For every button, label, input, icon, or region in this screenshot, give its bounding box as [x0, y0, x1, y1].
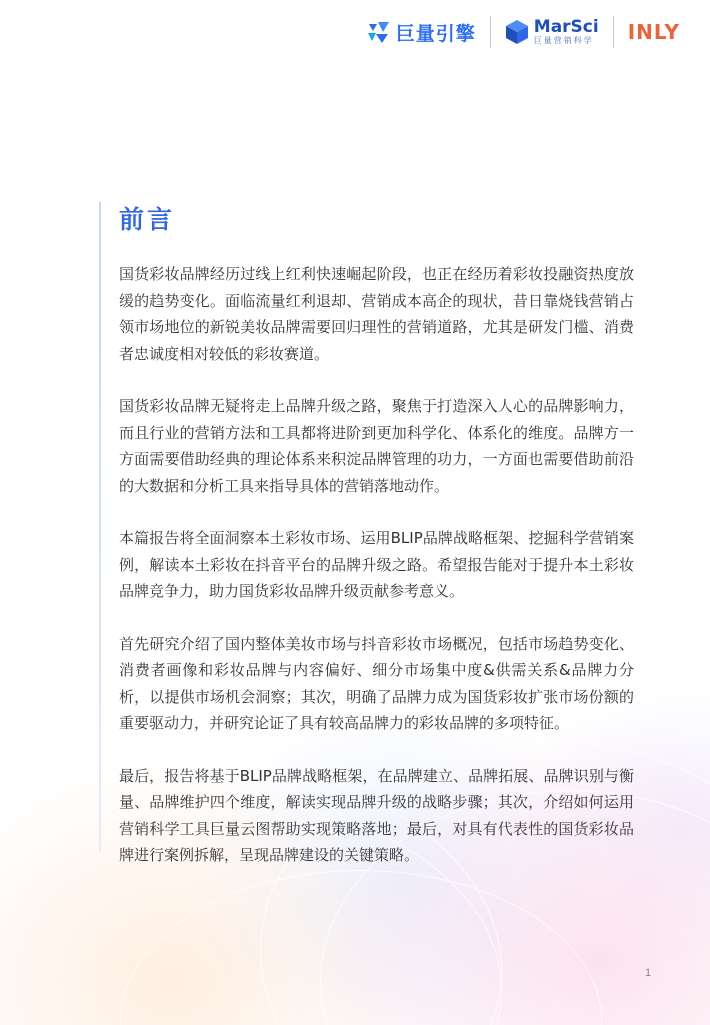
- marsci-logo-text: MarSci: [533, 17, 599, 37]
- header-logos: [366, 12, 680, 52]
- page-title: 前言: [119, 205, 176, 234]
- page-number: 1: [645, 967, 652, 979]
- inly-logo-text: INLY: [627, 20, 680, 44]
- juliang-engine-logo: [366, 19, 476, 46]
- paragraph: 本篇报告将全面洞察本土彩妆市场、运用BLIP品牌战略框架、挖掘科学营销案例，解读本土彩妆在抖音平台的品牌升级之路。希望报告能对于提升本土彩妆品牌竞争力，助力国货彩妆品牌升级贡献参考意义。: [119, 529, 634, 600]
- paragraph: 最后，报告将基于BLIP品牌战略框架，在品牌建立、品牌拓展、品牌识别与衡量、品牌维护四个维度，解读实现品牌升级的战略步骤；其次，介绍如何运用营销科学工具巨量云图帮助实现策略落地；最后，对具有代表性的国货彩妆品牌进行案例拆解，呈现品牌建设的关键策略。: [119, 766, 634, 864]
- marsci-cube-logo-icon: [505, 19, 529, 45]
- preface-body: [119, 261, 634, 895]
- paragraph: 国货彩妆品牌经历过线上红利快速崛起阶段，也正在经历着彩妆投融资热度放缓的趋势变化。面临流量红利退却、营销成本高企的现状，昔日靠烧钱营销占领市场地位的新锐美妆品牌需要回归理性的营销道路，尤其是研发门槛、消费者忠诚度相对较低的彩妆赛道。: [119, 265, 634, 363]
- juliang-engine-logo-text: 巨量引擎: [395, 22, 476, 45]
- paragraph: 首先研究介绍了国内整体美妆市场与抖音彩妆市场概况，包括市场趋势变化、消费者画像和彩妆品牌与内容偏好、细分市场集中度&供需关系&品牌力分析，以提供市场机会洞察；其次，明确了品牌力成为国货彩妆扩张市场份额的重要驱动力，并研究论证了具有较高品牌力的彩妆品牌的多项特征。: [119, 634, 634, 732]
- accent-line: [99, 202, 101, 852]
- logo-divider: [613, 16, 614, 48]
- paragraph: 国货彩妆品牌无疑将走上品牌升级之路，聚焦于打造深入人心的品牌影响力，而且行业的营销方法和工具都将进阶到更加科学化、体系化的维度。品牌方一方面需要借助经典的理论体系来积淀品牌管理的功力，一方面也需要借助前沿的大数据和分析工具来指导具体的营销落地动作。: [119, 397, 634, 495]
- inly-logo: [628, 21, 680, 43]
- juliang-engine-logo-icon: [366, 20, 392, 44]
- marsci-logo: [505, 18, 599, 46]
- marsci-logo-subtitle: 巨量营销科学: [533, 36, 594, 45]
- logo-divider: [490, 16, 491, 48]
